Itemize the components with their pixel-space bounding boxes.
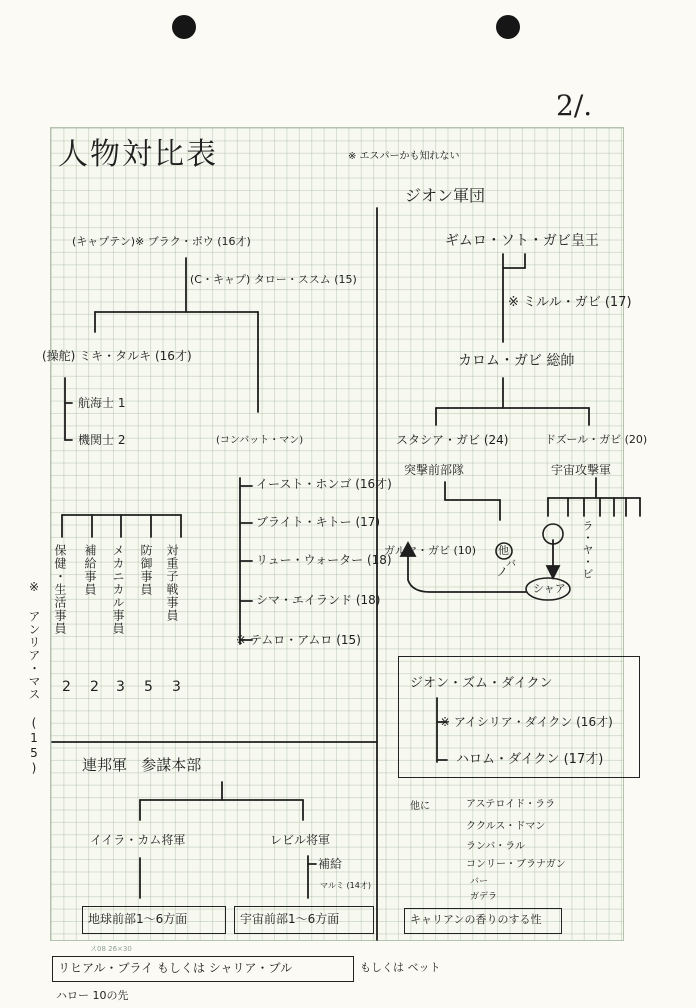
federation-revil: レビル将軍 bbox=[270, 833, 331, 847]
page-number: 2/. bbox=[556, 89, 593, 122]
others-label: 他に bbox=[410, 801, 430, 812]
miki: (操舵) ミキ・タルキ (16才) bbox=[42, 349, 192, 363]
crew-count: 3 bbox=[116, 679, 125, 695]
crew-count: 5 bbox=[144, 679, 153, 695]
crew-count: 2 bbox=[90, 679, 99, 695]
zeon-leader: ギムロ・ソト・ガビ皇王 bbox=[445, 233, 599, 249]
combat-member: イースト・ホンゴ (16才) bbox=[256, 477, 392, 491]
federation-box-left-text: 地球前部1〜6方面 bbox=[88, 912, 188, 926]
zeon-zum-child: ハロム・ダイクン (17才) bbox=[456, 752, 604, 767]
others-name: ククルス・ドマン bbox=[466, 821, 546, 832]
paper-print: ス08 26×30 bbox=[90, 945, 132, 953]
zeon-right-vertical: ラ・ヤ・ビ bbox=[581, 520, 594, 580]
zeon-zum-child: ※ アイシリア・ダイクン (16才) bbox=[440, 715, 613, 729]
bottom-right: もしくは ベット bbox=[360, 961, 441, 974]
zeon-zum-title: ジオン・ズム・ダイクン bbox=[410, 676, 553, 691]
combat-member: リュー・ウォーター (18) bbox=[256, 553, 392, 567]
federation-header: 連邦軍 参謀本部 bbox=[82, 756, 202, 774]
crew-vertical: メカニカル事員 bbox=[111, 544, 125, 635]
kiryan-text: キャリアンの香りのする性 bbox=[410, 913, 542, 926]
bottom-line2: ハロー 10の先 bbox=[56, 989, 129, 1002]
zeon-karom: カロム・ガビ 総帥 bbox=[458, 353, 575, 369]
crew-vertical: 補給事員 bbox=[83, 544, 97, 596]
zeon-dozul: ドズール・ガビ (20) bbox=[545, 433, 648, 446]
crew-vertical: 保健・生活事員 bbox=[53, 544, 67, 635]
federation-ira: イイラ・カム将軍 bbox=[90, 833, 186, 847]
federation-box-right-text: 宇宙前部1〜6方面 bbox=[240, 912, 340, 926]
others-name: ガデラ bbox=[470, 892, 498, 902]
crew-count: 2 bbox=[62, 679, 71, 695]
top-note: ※ エスパーかも知れない bbox=[348, 151, 460, 162]
zeon-mil: ※ ミルル・ガビ (17) bbox=[508, 295, 632, 310]
combat-member: ※ テムロ・アムロ (15) bbox=[236, 633, 361, 647]
zeon-garma: ガルマ・ガビ (10) bbox=[384, 544, 477, 557]
zeon-shaa: シャア bbox=[533, 582, 566, 595]
others-name: バー bbox=[470, 877, 489, 887]
combat-member: シマ・エイランド (18) bbox=[256, 593, 381, 607]
zeon-header: ジオン軍団 bbox=[405, 186, 486, 205]
bottom-box-text: リヒアル・ブライ もしくは シャリア・ブル bbox=[58, 961, 293, 975]
zeon-stasia-role: 突撃前部隊 bbox=[404, 463, 465, 477]
others-name: ランバ・ラル bbox=[466, 841, 525, 852]
federation-marmi: マルミ (14才) bbox=[320, 881, 371, 890]
zeon-dozul-role: 宇宙攻撃軍 bbox=[551, 463, 612, 477]
crew-count: 3 bbox=[172, 679, 181, 695]
zeon-he: 他 bbox=[498, 544, 509, 557]
zeon-stasia: スタシア・ガビ (24) bbox=[396, 433, 509, 447]
crew-vertical: 対重子戦事員 bbox=[165, 544, 179, 622]
captain: (キャプテン)※ ブラク・ボウ (16才) bbox=[72, 235, 251, 248]
crew-vertical: 防御事員 bbox=[139, 544, 153, 596]
pilot1: 航海士 1 bbox=[78, 396, 126, 410]
others-name: アステロイド・ララ bbox=[466, 799, 556, 810]
page-title: 人物対比表 bbox=[58, 137, 218, 172]
combat-member: ブライト・キトー (17) bbox=[256, 515, 381, 529]
anri-vertical: ※ アンリア・マス (15) bbox=[27, 580, 41, 776]
pilot2: 機関士 2 bbox=[78, 433, 126, 447]
sub-captain: (C・キャプ) タロー・ススム (15) bbox=[190, 273, 357, 286]
others-name: コンリー・ブラナガン bbox=[466, 859, 566, 870]
zeon-no: ノ bbox=[496, 565, 509, 579]
combat-label: (コンバット・マン) bbox=[216, 435, 304, 446]
zeon-ba: バ bbox=[506, 559, 516, 570]
federation-hoshi: 補給 bbox=[318, 857, 343, 871]
